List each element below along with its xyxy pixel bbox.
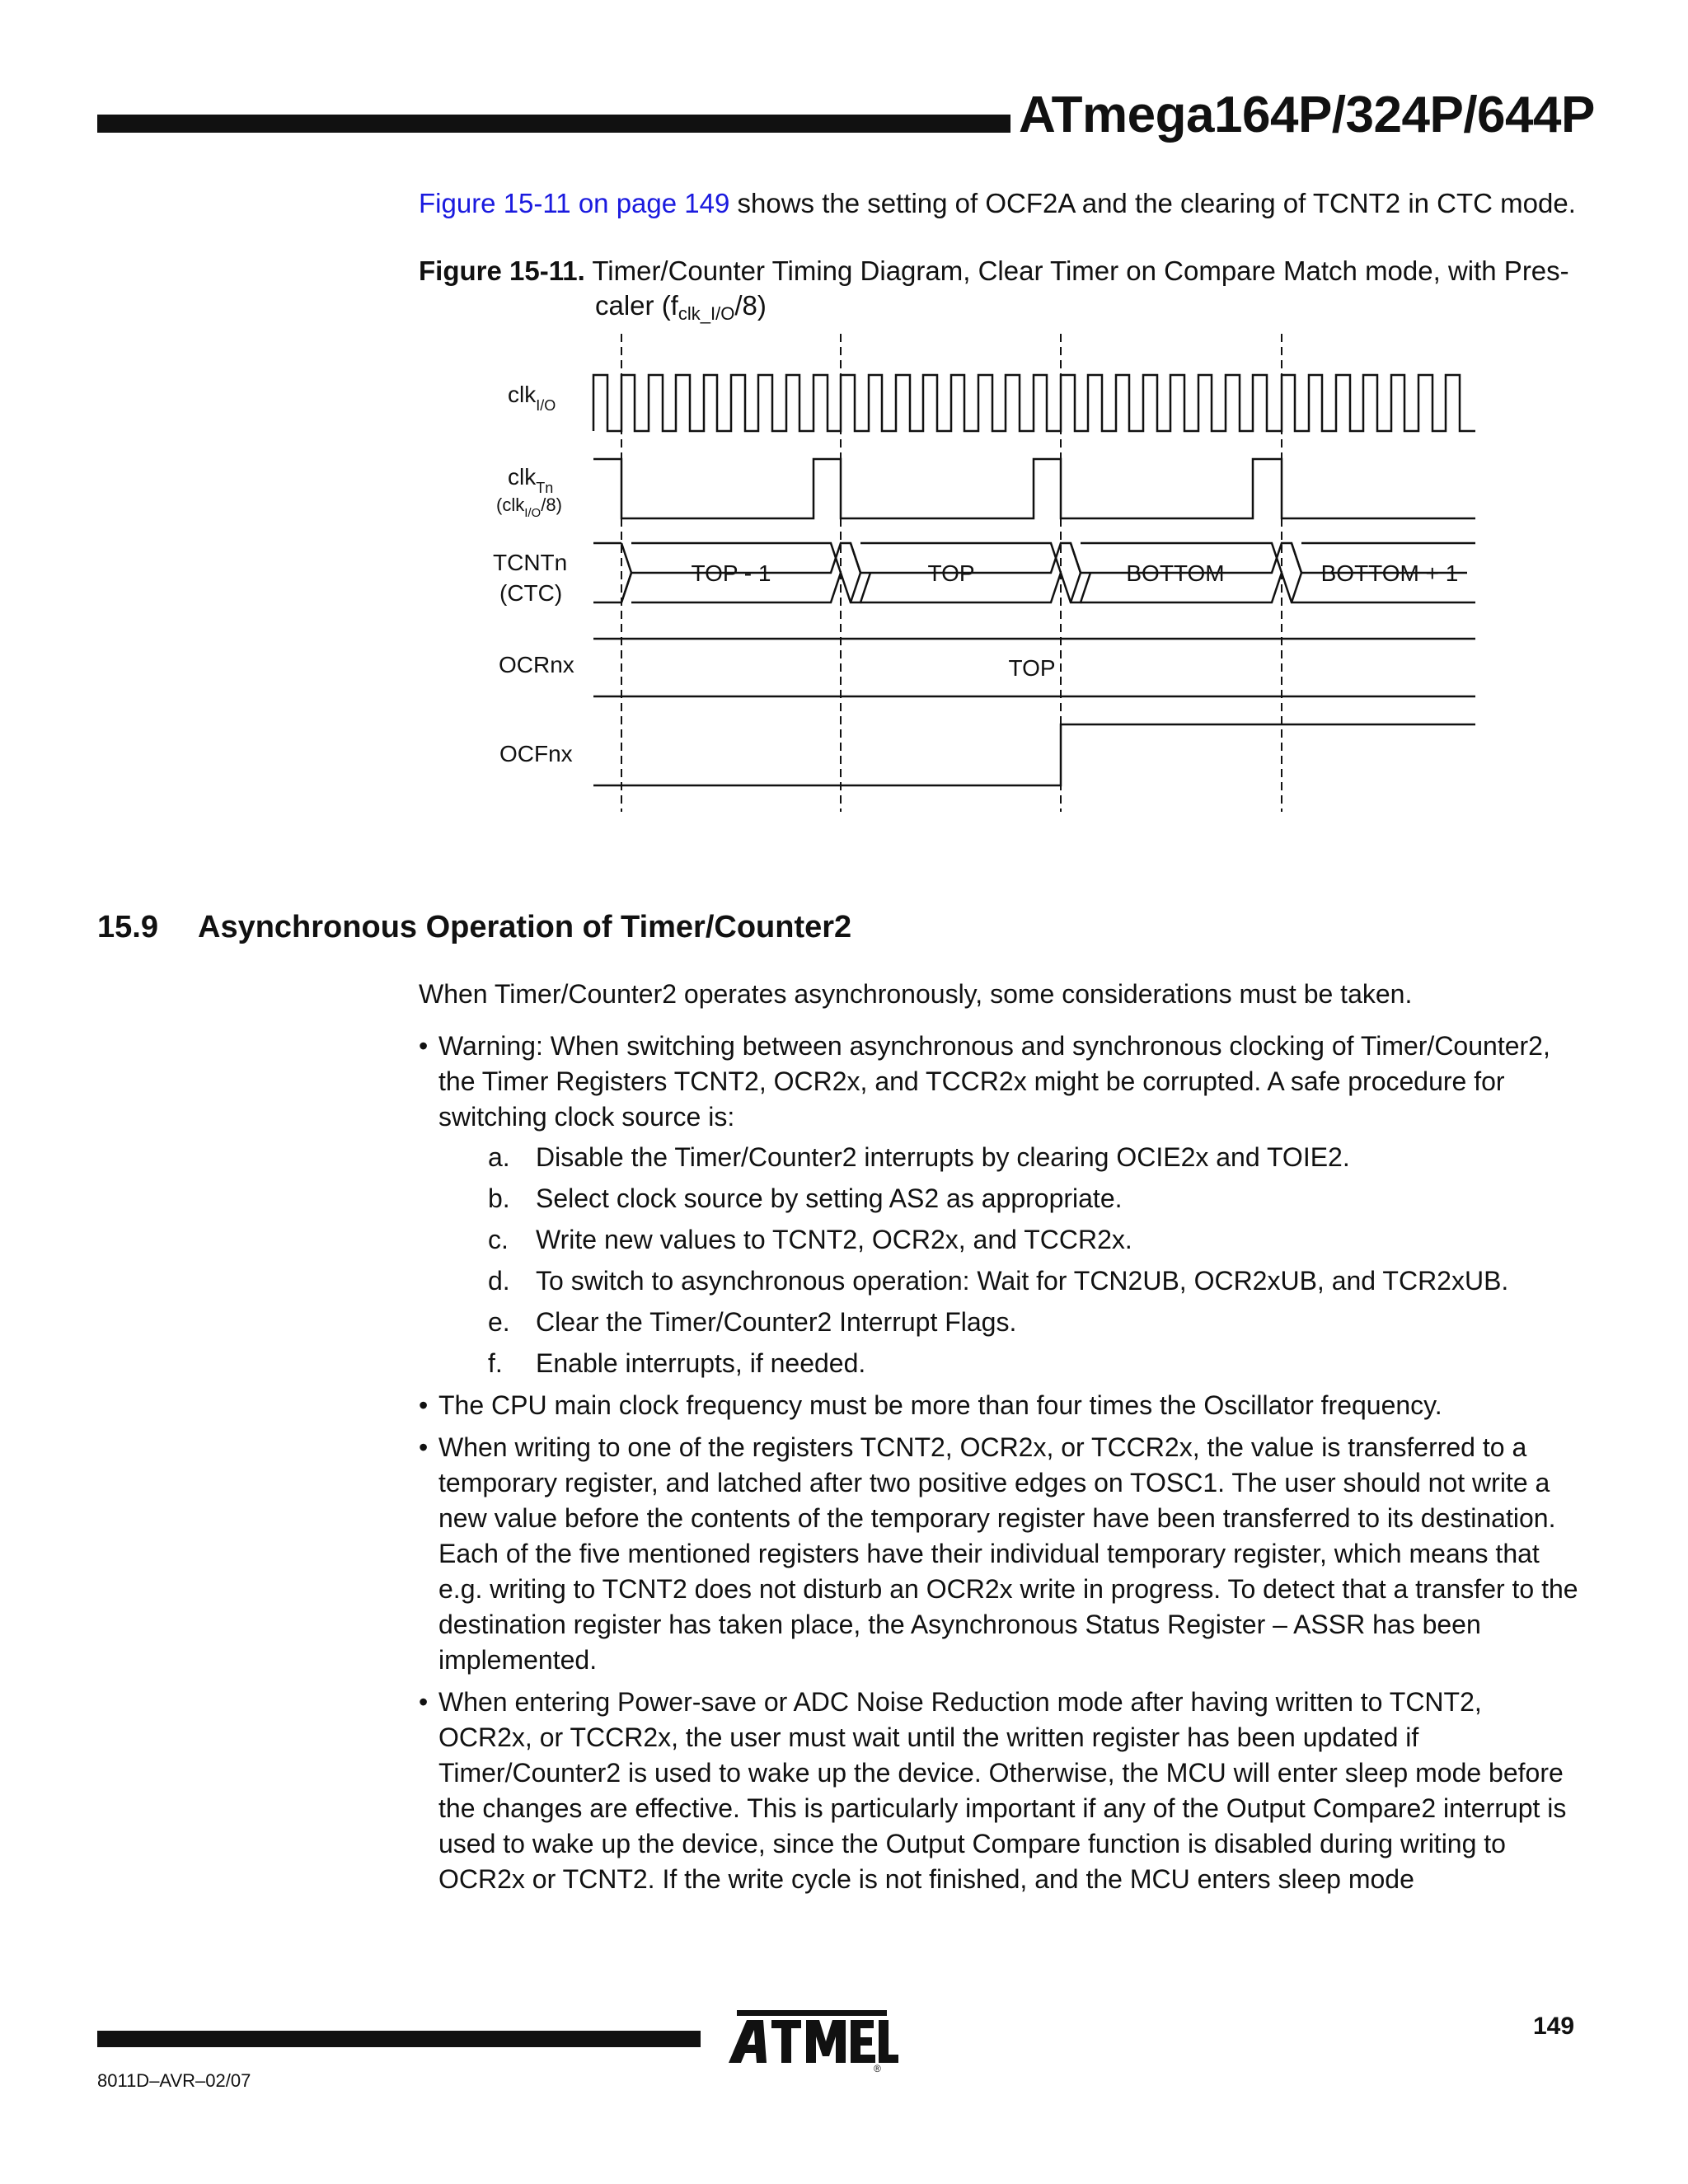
section-intro-paragraph: When Timer/Counter2 operates asynchronously, some considerations must be taken. [419, 979, 1413, 1009]
step-letter: a. [488, 1142, 510, 1172]
section-number: 15.9 [97, 910, 158, 944]
tcnt-value-1: TOP [927, 560, 975, 586]
intro-paragraph [419, 188, 1576, 219]
step-letter: f. [488, 1348, 503, 1378]
header-rule [97, 115, 1010, 133]
tcnt-value-3: BOTTOM + 1 [1320, 560, 1459, 586]
step-item [488, 1140, 1581, 1175]
label-tcnt: TCNTn [493, 550, 568, 575]
bullet-text: The CPU main clock frequency must be more than four times the Oscillator frequency. [438, 1390, 1442, 1420]
bullet-marker: • [419, 1687, 429, 1717]
bullet-text: When entering Power-save or ADC Noise Reduction mode after having written to TCNT2, OCR2x, or TCCR2x, the user must wait until the written register has been updated if Timer/Counter2 is used to wake up the device. Otherwise, the MCU will enter sleep mode before the changes are effective. This is particularly important if any of the Output Compare2 interrupt is used to wake up the device, since the Output Compare function is disabled during writing to OCR2x or TCNT2. If the write cycle is not finished, and the MCU enters sleep mode [438, 1687, 1567, 1894]
step-letter: d. [488, 1266, 510, 1296]
page-title: ATmega164P/324P/644P [1019, 87, 1595, 143]
label-clkio: clk$_{I/O}$ [508, 382, 556, 414]
step-item [488, 1305, 1581, 1340]
step-text: Enable interrupts, if needed. [536, 1348, 866, 1378]
atmel-logo [725, 1999, 898, 2073]
figure-caption-line2a: caler (f [595, 290, 678, 321]
procedure-steps [438, 1140, 1581, 1381]
list-item [419, 1388, 1581, 1423]
step-text: Clear the Timer/Counter2 Interrupt Flags. [536, 1307, 1017, 1337]
bullet-marker: • [419, 1390, 429, 1420]
figure-label: Figure 15-11. [419, 255, 585, 286]
step-text: Disable the Timer/Counter2 interrupts by clearing OCIE2x and TOIE2. [536, 1142, 1350, 1172]
list-item [419, 1430, 1581, 1678]
considerations-list [419, 1029, 1581, 1904]
bullet-text: When writing to one of the registers TCNT2, OCR2x, or TCCR2x, the value is transferred to a temporary register, and latched after two positive edges on TOSC1. The user should not write a new value before the contents of the temporary register have been transferred to its destination. Each of the five mentioned registers have their individual temporary register, which means that e.g. writing to TCNT2 does not disturb an OCR2x write in progress. To detect that a transfer to the destination register has taken place, the Asynchronous Status Register – ASSR has been implemented. [438, 1432, 1578, 1675]
label-ocfnx: OCFnx [499, 741, 573, 766]
step-text: Select clock source by setting AS2 as appropriate. [536, 1183, 1123, 1213]
step-item [488, 1222, 1581, 1258]
clktn-waveform [593, 459, 1475, 518]
step-letter: c. [488, 1225, 509, 1254]
intro-text: shows the setting of OCF2A and the clearing of TCNT2 in CTC mode. [729, 188, 1576, 218]
figure-caption-line2b: /8) [734, 290, 767, 321]
bullet-marker: • [419, 1031, 429, 1061]
bullet-text: Warning: When switching between asynchronous and synchronous clocking of Timer/Counter2, the Timer Registers TCNT2, OCR2x, and TCCR2x might be corrupted. A safe procedure for switching clock source is: [438, 1031, 1550, 1132]
tcnt-value-2: BOTTOM [1126, 560, 1225, 586]
ocr-value: TOP [1008, 655, 1056, 681]
tcnt-value-0: TOP - 1 [691, 560, 771, 586]
figure-link[interactable]: Figure 15-11 on page 149 [419, 188, 730, 218]
footer-rule [97, 2031, 701, 2047]
clkio-waveform [593, 375, 1475, 431]
section-title: Asynchronous Operation of Timer/Counter2 [198, 910, 852, 944]
page-number: 149 [1533, 2013, 1575, 2040]
label-tcnt-mode: (CTC) [499, 580, 563, 606]
figure-caption-line1: Timer/Counter Timing Diagram, Clear Timer on Compare Match mode, with Pres- [584, 255, 1569, 286]
document-id: 8011D–AVR–02/07 [97, 2070, 251, 2091]
label-clktn-paren: (clk$_{I/O}$/8) [496, 494, 562, 520]
step-text: To switch to asynchronous operation: Wait for TCN2UB, OCR2xUB, and TCR2xUB. [536, 1266, 1509, 1296]
label-ocrnx: OCRnx [499, 652, 574, 677]
step-letter: b. [488, 1183, 510, 1213]
registered-mark: ® [874, 2063, 881, 2073]
figure-caption-sub: clk_I/O [678, 303, 735, 324]
list-item [419, 1685, 1581, 1897]
timing-diagram [478, 334, 1517, 828]
figure-caption [419, 254, 1573, 331]
list-item [419, 1029, 1581, 1381]
step-letter: e. [488, 1307, 510, 1337]
step-item [488, 1181, 1581, 1216]
step-item [488, 1263, 1581, 1299]
step-text: Write new values to TCNT2, OCR2x, and TCCR2x. [536, 1225, 1132, 1254]
bullet-marker: • [419, 1432, 429, 1462]
label-clktn: clk$_{Tn}$ [508, 464, 554, 496]
step-item [488, 1346, 1581, 1381]
ocfnx-waveform [593, 724, 1475, 785]
